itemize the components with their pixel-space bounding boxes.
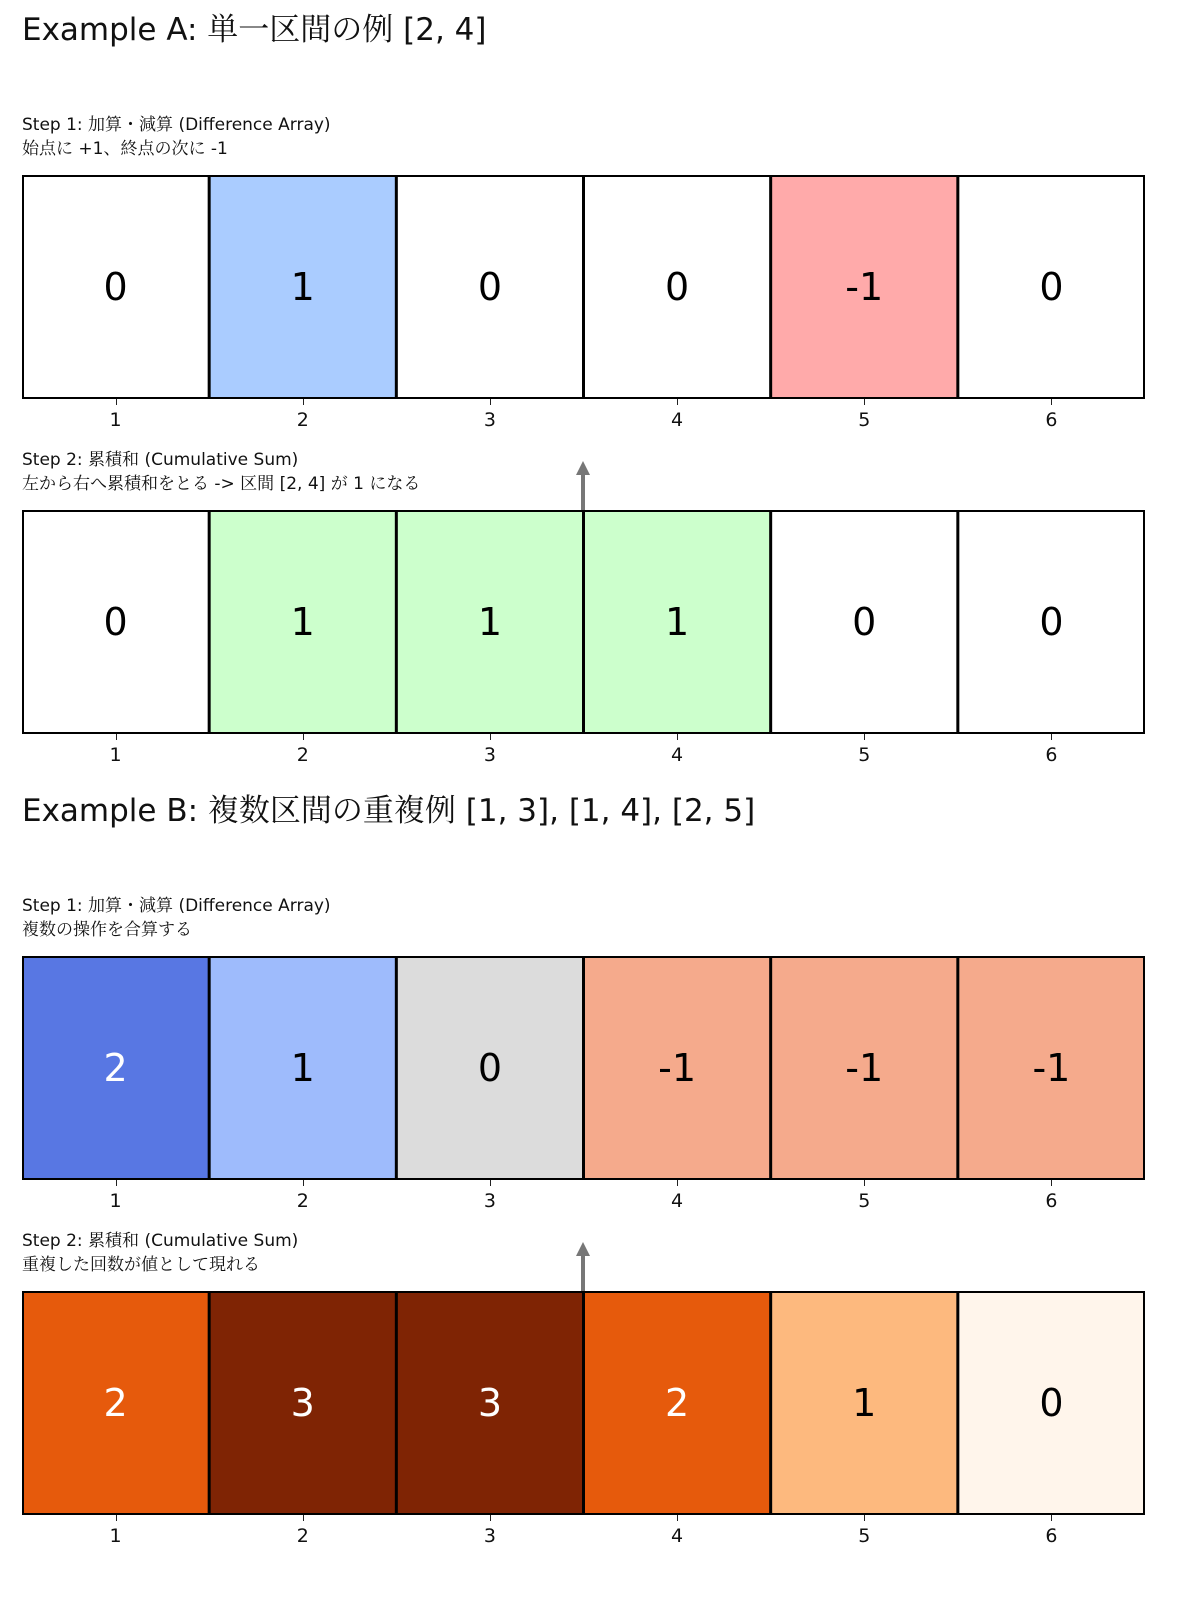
tick-mark xyxy=(1051,1515,1052,1521)
tick-mark xyxy=(490,1515,491,1521)
tick-label: 5 xyxy=(858,1525,871,1547)
example-b-title: Example B: 複数区間の重複例 [1, 3], [1, 4], [2, 5] xyxy=(22,793,756,829)
array-cell: 0 xyxy=(771,510,958,734)
array-cell: 0 xyxy=(396,956,583,1180)
tick-label: 5 xyxy=(858,409,871,431)
array-cell: 0 xyxy=(958,1291,1145,1515)
tick-mark xyxy=(864,399,865,405)
tick-mark xyxy=(490,399,491,405)
array-cell: 2 xyxy=(22,1291,209,1515)
array-cell: -1 xyxy=(958,956,1145,1180)
tick-mark xyxy=(1051,399,1052,405)
example-b-step2-label-line1: Step 2: 累積和 (Cumulative Sum) xyxy=(22,1231,299,1251)
example-a-step1-axis xyxy=(22,399,1145,433)
example-b-step2-array xyxy=(22,1291,1145,1515)
tick-label: 4 xyxy=(671,744,684,766)
tick-mark xyxy=(1051,734,1052,740)
tick-mark xyxy=(864,1515,865,1521)
tick-mark xyxy=(303,1180,304,1186)
array-grid xyxy=(22,1291,1145,1515)
example-a-step2-label-line1: Step 2: 累積和 (Cumulative Sum) xyxy=(22,450,299,470)
array-cell: 0 xyxy=(396,175,583,399)
tick-label: 5 xyxy=(858,1190,871,1212)
example-a-step1-label-line1: Step 1: 加算・減算 (Difference Array) xyxy=(22,115,331,135)
tick-label: 2 xyxy=(296,1525,309,1547)
array-grid xyxy=(22,510,1145,734)
tick-label: 6 xyxy=(1045,744,1058,766)
tick-mark xyxy=(116,1180,117,1186)
array-cell: 3 xyxy=(396,1291,583,1515)
tick-mark xyxy=(303,1515,304,1521)
array-cell: 0 xyxy=(958,510,1145,734)
tick-label: 1 xyxy=(109,409,122,431)
tick-label: 5 xyxy=(858,744,871,766)
array-cell: 2 xyxy=(22,956,209,1180)
tick-label: 4 xyxy=(671,1190,684,1212)
array-cell: 1 xyxy=(209,510,396,734)
example-a-step2-array xyxy=(22,510,1145,734)
example-b-step1-array xyxy=(22,956,1145,1180)
array-cell: 0 xyxy=(584,175,771,399)
array-cell: 0 xyxy=(22,175,209,399)
up-arrow-icon xyxy=(572,1239,594,1293)
tick-mark xyxy=(490,734,491,740)
up-arrow-icon xyxy=(572,458,594,512)
tick-mark xyxy=(116,1515,117,1521)
tick-mark xyxy=(1051,1180,1052,1186)
tick-label: 4 xyxy=(671,1525,684,1547)
example-a-step2-axis xyxy=(22,734,1145,768)
array-cell: 1 xyxy=(584,510,771,734)
array-cell: 1 xyxy=(209,175,396,399)
array-cell: 1 xyxy=(209,956,396,1180)
tick-label: 3 xyxy=(483,744,496,766)
example-b-step2-axis xyxy=(22,1515,1145,1549)
tick-label: 4 xyxy=(671,409,684,431)
tick-mark xyxy=(677,734,678,740)
array-cell: 2 xyxy=(584,1291,771,1515)
example-b-step1-label-line2: 複数の操作を合算する xyxy=(22,920,192,940)
tick-mark xyxy=(303,399,304,405)
tick-mark xyxy=(864,1180,865,1186)
example-a-title: Example A: 単一区間の例 [2, 4] xyxy=(22,12,487,48)
example-b-step1-label-line1: Step 1: 加算・減算 (Difference Array) xyxy=(22,896,331,916)
tick-label: 2 xyxy=(296,409,309,431)
tick-label: 3 xyxy=(483,409,496,431)
array-cell: 1 xyxy=(771,1291,958,1515)
array-cell: 0 xyxy=(958,175,1145,399)
array-grid xyxy=(22,956,1145,1180)
example-b-step2-label-line2: 重複した回数が値として現れる xyxy=(22,1255,260,1275)
tick-label: 3 xyxy=(483,1525,496,1547)
tick-mark xyxy=(490,1180,491,1186)
tick-label: 3 xyxy=(483,1190,496,1212)
example-a-step1-label-line2: 始点に +1、終点の次に -1 xyxy=(22,139,228,159)
tick-label: 2 xyxy=(296,744,309,766)
array-cell: 0 xyxy=(22,510,209,734)
tick-mark xyxy=(116,399,117,405)
tick-mark xyxy=(677,1180,678,1186)
example-a-step2-label-line2: 左から右へ累積和をとる -> 区間 [2, 4] が 1 になる xyxy=(22,474,421,494)
tick-mark xyxy=(677,1515,678,1521)
tick-mark xyxy=(677,399,678,405)
example-a-step1-array xyxy=(22,175,1145,399)
array-cell: 3 xyxy=(209,1291,396,1515)
tick-label: 6 xyxy=(1045,409,1058,431)
tick-mark xyxy=(864,734,865,740)
tick-label: 1 xyxy=(109,1190,122,1212)
tick-mark xyxy=(303,734,304,740)
array-cell: -1 xyxy=(771,956,958,1180)
tick-label: 1 xyxy=(109,744,122,766)
example-b-step1-axis xyxy=(22,1180,1145,1214)
tick-mark xyxy=(116,734,117,740)
tick-label: 6 xyxy=(1045,1190,1058,1212)
array-cell: -1 xyxy=(584,956,771,1180)
tick-label: 6 xyxy=(1045,1525,1058,1547)
tick-label: 1 xyxy=(109,1525,122,1547)
tick-label: 2 xyxy=(296,1190,309,1212)
array-grid xyxy=(22,175,1145,399)
array-cell: -1 xyxy=(771,175,958,399)
array-cell: 1 xyxy=(396,510,583,734)
